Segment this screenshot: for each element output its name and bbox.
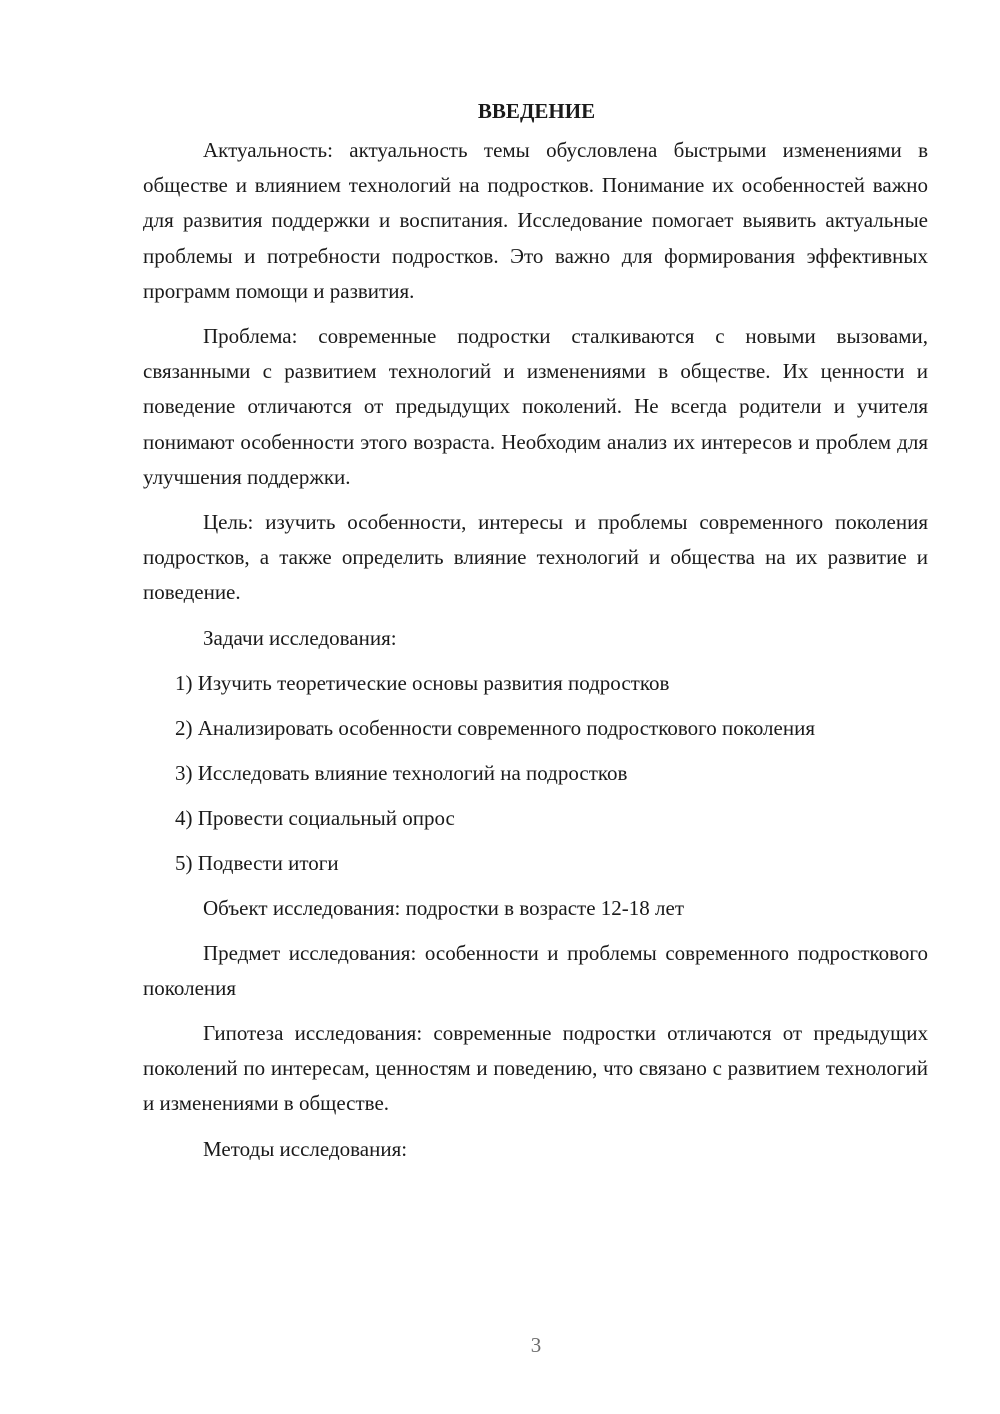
task-item-2: 2) Анализировать особенности современного подросткового поколения <box>175 715 815 740</box>
paragraph-relevance: Актуальность: актуальность темы обусловлена быстрыми изменениями в обществе и влиянием технологий на подростков. Понимание их особенностей важно для развития поддержки и воспитания. Исследование помогает выявить актуальные проблемы и потребности подростков. Это важно для формирования эффективных программ помощи и развития. <box>143 138 928 303</box>
paragraph-goal: Цель: изучить особенности, интересы и проблемы современного поколения подростков, а также определить влияние технологий и общества на их развитие и поведение. <box>143 510 928 605</box>
task-item-5: 5) Подвести итоги <box>175 850 339 875</box>
methods-title: Методы исследования: <box>203 1136 408 1161</box>
page-content <box>143 94 928 1177</box>
paragraph-problem: Проблема: современные подростки сталкиваются с новыми вызовами, связанными с развитием технологий и изменениями в обществе. Их ценности и поведение отличаются от предыдущих поколений. Не всегда родители и учителя понимают особенности этого возраста. Необходим анализ их интересов и проблем для улучшения поддержки. <box>143 324 928 489</box>
task-item-4: 4) Провести социальный опрос <box>175 805 455 830</box>
task-item-1: 1) Изучить теоретические основы развития подростков <box>175 670 670 695</box>
tasks-title: Задачи исследования: <box>203 625 397 650</box>
page-title: ВВЕДЕНИЕ <box>477 99 596 123</box>
research-object: Объект исследования: подростки в возрасте 12-18 лет <box>203 895 685 920</box>
page-number: 3 <box>530 1333 542 1357</box>
research-hypothesis: Гипотеза исследования: современные подростки отличаются от предыдущих поколений по интересам, ценностям и поведению, что связано с развитием технологий и изменениями в обществе. <box>143 1021 928 1116</box>
task-item-3: 3) Исследовать влияние технологий на подростков <box>175 760 628 785</box>
research-subject: Предмет исследования: особенности и проблемы современного подросткового поколения <box>143 940 928 1000</box>
